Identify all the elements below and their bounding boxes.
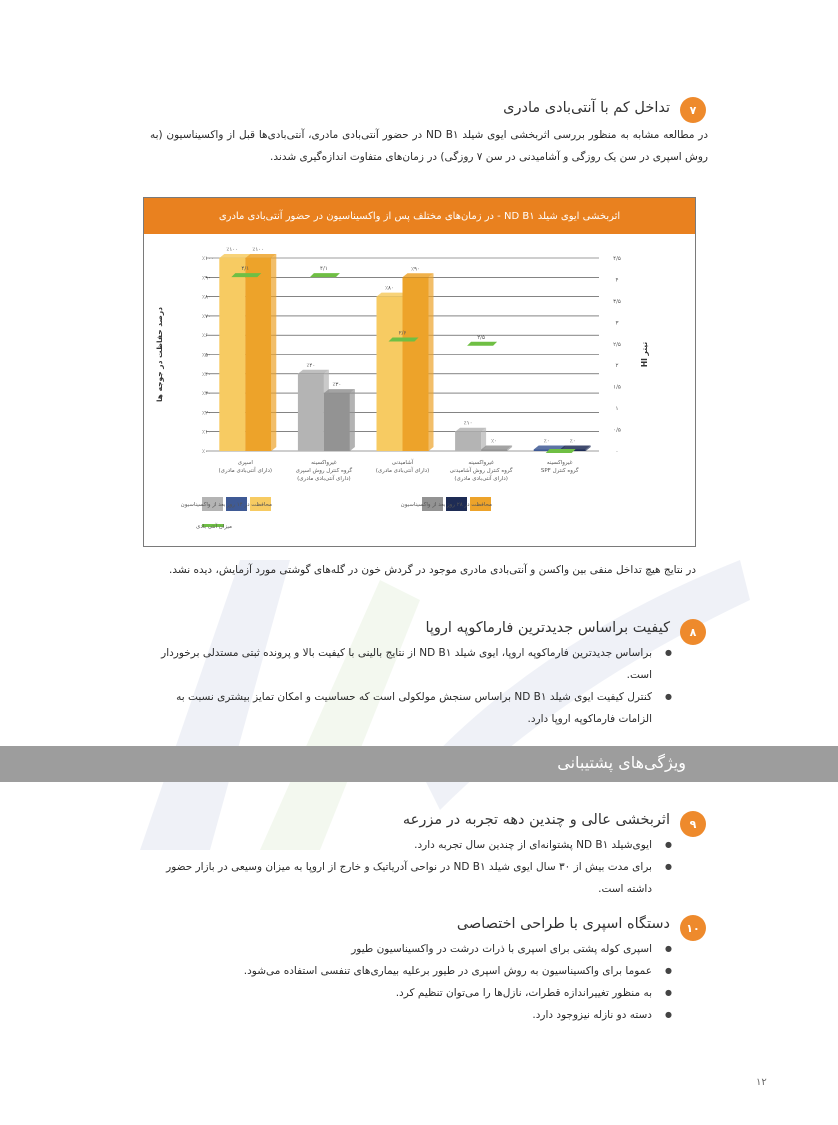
page-number: ۱۲: [756, 1077, 767, 1088]
bar: [245, 258, 271, 451]
antibody-marker: [467, 342, 497, 346]
bar: [377, 297, 403, 451]
x-category-label: گروه کنترل روش اسپری: [295, 468, 353, 474]
bar-top: [455, 428, 486, 432]
bar-side: [271, 254, 276, 451]
antibody-marker: [389, 337, 419, 341]
antibody-data-label: ۲/۶: [398, 330, 407, 337]
x-category-label: گروه کنترل روش آشامیدنی: [449, 468, 513, 474]
list-item: ● ایوی‌شیلد ND B۱ پشتوانه‌ای از چندین سال تجربه دارد.: [146, 834, 674, 856]
x-category-label: آشامیدنی: [391, 460, 414, 466]
bar-data-label: ٪۱۰۰: [226, 247, 239, 253]
bar-data-label: ٪۸۰: [385, 285, 394, 292]
section-7-number-badge: ۷: [680, 97, 706, 123]
list-item: ● براساس جدیدترین فارماکوپه اروپا، ایوی شیلد ND B۱ از نتایج بالینی با کیفیت بالا و پرونده ثبتی مستدلی برخوردار است.: [146, 642, 674, 686]
antibody-marker: [546, 449, 576, 453]
section-8-number-badge: ۸: [680, 619, 706, 645]
bar-data-label: ٪۹۰: [411, 266, 420, 273]
chart-plot: [144, 234, 697, 546]
chart-title: اثربخشی ایوی شیلد ND B۱ - در زمان‌های مختلف پس از واکسیناسیون در حضور آنتی‌بادی مادری: [144, 198, 695, 234]
bar-top: [560, 446, 591, 450]
list-item: ● برای مدت بیش از ۳۰ سال ایوی شیلد ND B۱ در نواحی آدریاتیک و خارج از اروپا به میزان وسیعی در بازار حضور داشته است.: [146, 856, 674, 900]
x-category-label: گروه کنترل SPF: [540, 468, 579, 474]
y-tick-label: ٪۱۰: [202, 429, 211, 436]
bar: [403, 277, 429, 451]
list-item: ● عموما برای واکسیناسیون به روش اسپری در طیور برعلیه بیماری‌های تنفسی استفاده می‌شود.: [146, 960, 674, 982]
y2-tick-label: ۲: [615, 363, 619, 370]
y-tick-label: ٪۷۰: [202, 313, 211, 320]
bar: [481, 450, 507, 452]
section-9-bullet-list: [146, 834, 674, 900]
section-9-title: اثربخشی عالی و چندین دهه تجربه در مزرعه: [402, 812, 670, 828]
x-category-label: (دارای آنتی‌بادی مادری): [454, 476, 508, 482]
y-tick-label: ٪۹۰: [202, 275, 211, 282]
antibody-marker: [310, 273, 340, 277]
y-tick-label: ٪۶۰: [202, 333, 211, 340]
after-chart-paragraph: در نتایج هیچ تداخل منفی بین واکسن و آنتی‌بادی مادری موجود در گردش خون در گله‌های گوشتی مورد آزمایش، دیده نشد.: [169, 564, 696, 576]
y2-tick-label: ۲/۵: [613, 341, 621, 348]
banner-title: ویژگی‌های پشتیبانی: [557, 753, 686, 772]
y2-tick-label: ۰: [615, 449, 619, 455]
section-10-bullet-list: [146, 938, 674, 1026]
x-category-label: اسپری: [237, 460, 253, 466]
x-category-label: (دارای آنتی‌بادی مادری): [375, 468, 430, 474]
bar-top: [219, 254, 250, 258]
bar-top: [298, 370, 329, 374]
bar-side: [350, 389, 355, 451]
x-category-label: (دارای آنتی‌بادی مادری): [218, 468, 273, 474]
bar: [324, 393, 350, 451]
bar-data-label: ٪۰: [569, 438, 576, 445]
section-10-number-badge: ۱۰: [680, 915, 706, 941]
bar-top: [534, 446, 565, 450]
y-tick-label: ٪۰: [202, 449, 208, 455]
y-axis-title: درصد حفاظت در جوجه ها: [155, 306, 164, 403]
x-category-label: غیرواکسینه: [546, 460, 573, 466]
bar-data-label: ٪۳۰: [332, 382, 342, 389]
y2-tick-label: ۳: [615, 320, 619, 327]
section-9-number-badge: ۹: [680, 811, 706, 837]
y2-tick-label: ۰/۵: [613, 427, 621, 434]
protection-chart: [143, 197, 696, 547]
bar-data-label: ٪۴۰: [306, 362, 316, 369]
legend-label: محافظت در ۲۸ روز بعد از واکسیناسیون: [400, 502, 492, 508]
y2-tick-label: ۴/۵: [613, 256, 621, 262]
y2-tick-label: ۴: [615, 277, 619, 284]
antibody-marker: [231, 273, 261, 277]
antibody-data-label: ۴/۱: [241, 266, 250, 273]
y-tick-label: ٪۸۰: [202, 294, 211, 301]
list-item: ● کنترل کیفیت ایوی شیلد ND B۱ براساس سنجش مولکولی است که حساسیت و امکان تمایز بیشتری نسبت به الزامات فارماکوپه اروپا دارد.: [146, 686, 674, 730]
x-category-label: غیرواکسینه: [468, 460, 494, 466]
bar-data-label: ٪۰: [543, 438, 550, 445]
support-features-banner: [0, 746, 838, 782]
y-tick-label: ٪۴۰: [202, 371, 211, 378]
section-8-title: کیفیت براساس جدیدترین فارماکوپه اروپا: [425, 620, 670, 636]
y-tick-label: ٪۳۰: [202, 391, 211, 398]
list-item: ● اسپری کوله پشتی برای اسپری با ذرات درشت در واکسیناسیون طیور: [146, 938, 674, 960]
section-7-paragraph: در مطالعه مشابه به منظور بررسی اثربخشی ایوی شیلد ND B۱ در حضور آنتی‌بادی مادری، آنتی‌بادی‌ها قبل از واکسیناسیون (به روش اسپری در سن یک روزگی و آشامیدنی در سن ۷ روزگی) در زمان‌های متفاوت اندازه‌گیری شدند.: [150, 129, 709, 163]
y-tick-label: ٪۱۰۰: [202, 256, 214, 262]
bar-top: [403, 273, 434, 277]
x-category-label: غیرواکسینه: [311, 460, 337, 466]
bar-data-label: ٪۰: [491, 438, 498, 445]
section-10-title: دستگاه اسپری با طراحی اختصاصی: [456, 916, 670, 932]
y2-tick-label: ۱: [615, 406, 619, 413]
bar-data-label: ٪۱۰: [463, 420, 473, 427]
bar: [298, 374, 324, 451]
antibody-data-label: ۲/۵: [477, 334, 485, 341]
antibody-data-label: ۴/۱: [320, 266, 328, 273]
bar-top: [245, 254, 276, 258]
section-7-title: تداخل کم با آنتی‌بادی مادری: [503, 100, 670, 116]
y2-tick-label: ۱/۵: [613, 384, 621, 391]
y2-axis-title: تیتر HI: [640, 341, 649, 368]
list-item: ● دسته دو نازله نیزوجود دارد.: [146, 1004, 674, 1026]
x-category-label: (دارای آنتی‌بادی مادری): [297, 476, 351, 482]
bar-side: [429, 273, 434, 451]
bar: [219, 258, 245, 451]
bar-data-label: ٪۱۰۰: [252, 247, 265, 253]
legend-label: میزان آنتی بادی: [196, 524, 232, 530]
list-item: ● به منظور تغییراندازه قطرات، نازل‌ها را می‌توان تنظیم کرد.: [146, 982, 674, 1004]
bar: [455, 432, 481, 451]
y-tick-label: ٪۵۰: [202, 352, 211, 359]
section-8-bullet-list: [146, 642, 674, 730]
bar-top: [324, 389, 355, 393]
y-tick-label: ٪۲۰: [202, 410, 211, 417]
legend-label: محافظت در ۱۴ روز بعد از واکسیناسیون: [180, 502, 272, 508]
y2-tick-label: ۳/۵: [613, 298, 621, 305]
bar-top: [481, 446, 512, 450]
